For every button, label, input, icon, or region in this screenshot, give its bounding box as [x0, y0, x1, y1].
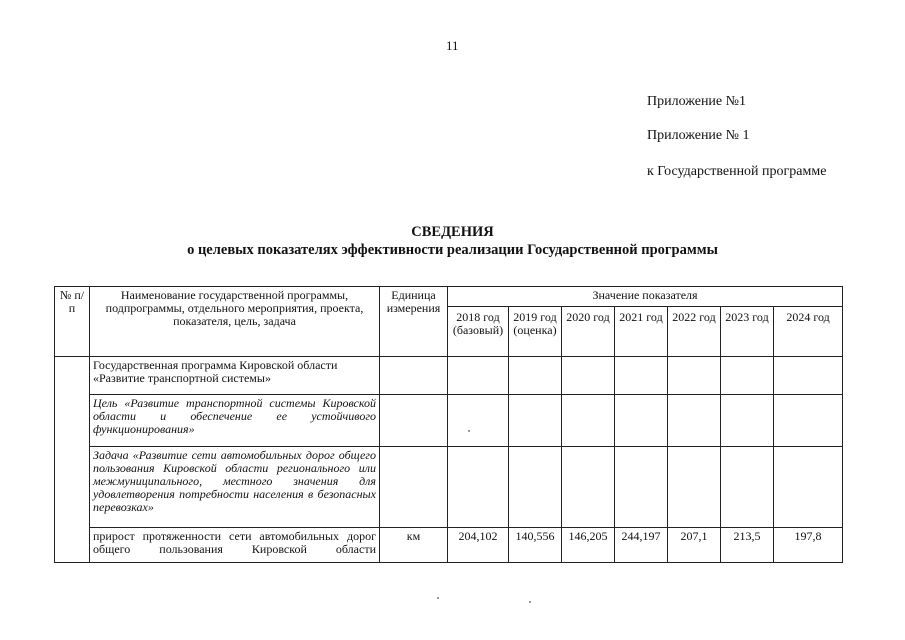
row-value [448, 395, 509, 447]
scan-speck [529, 601, 531, 603]
row-num [55, 357, 90, 563]
page-number: 11 [446, 38, 459, 53]
row-value [509, 395, 562, 447]
header-year-2024: 2024 год [774, 307, 843, 357]
row-value [721, 357, 774, 395]
row-unit [380, 395, 448, 447]
scan-speck [468, 430, 470, 432]
document-subheading: о целевых показателях эффективности реализации Государственной программы [187, 242, 718, 258]
table-row [55, 395, 843, 447]
row-unit [380, 447, 448, 528]
annex-line-2: Приложение № 1 [647, 128, 750, 143]
row-value: 197,8 [774, 528, 843, 563]
row-value [615, 395, 668, 447]
header-year-2022: 2022 год [668, 307, 721, 357]
header-year-2021: 2021 год [615, 307, 668, 357]
header-year-2023: 2023 год [721, 307, 774, 357]
header-year-2019: 2019 год (оценка) [509, 307, 562, 357]
row-value: 207,1 [668, 528, 721, 563]
header-year-2018: 2018 год (базовый) [448, 307, 509, 357]
row-value [448, 447, 509, 528]
header-unit: Единица измерения [380, 287, 448, 357]
header-value-group: Значение показателя [448, 287, 843, 307]
row-value [774, 447, 843, 528]
row-value [562, 447, 615, 528]
row-value [448, 357, 509, 395]
table-row [55, 447, 843, 528]
row-value [615, 447, 668, 528]
header-name: Наименование государственной программы, подпрограммы, отдельного мероприятия, проекта, показателя, цель, задача [90, 287, 380, 357]
table-row [55, 528, 843, 563]
row-name: Цель «Развитие транспортной системы Кировской области и обеспечение ее устойчивого функционирования» [90, 395, 380, 447]
row-value [668, 447, 721, 528]
row-name: Задача «Развитие сети автомобильных дорог общего пользования Кировской области регионального или межмуниципального, местного значения для удовлетворения потребности населения в безопасных перевозках» [90, 447, 380, 528]
scan-speck [437, 597, 439, 599]
row-value: 140,556 [509, 528, 562, 563]
row-value [615, 357, 668, 395]
row-value [774, 395, 843, 447]
row-value [509, 447, 562, 528]
row-value: 146,205 [562, 528, 615, 563]
row-value [509, 357, 562, 395]
row-value: 204,102 [448, 528, 509, 563]
header-year-2020: 2020 год [562, 307, 615, 357]
row-value [721, 447, 774, 528]
row-value [774, 357, 843, 395]
header-num: № п/п [55, 287, 90, 357]
indicators-table [54, 286, 843, 563]
row-name-text: прирост протяженности сети автомобильных дорог общего пользования Кировской области [93, 530, 376, 556]
row-value [562, 357, 615, 395]
row-value: 213,5 [721, 528, 774, 563]
row-name: Государственная программа Кировской области «Развитие транспортной системы» [90, 357, 380, 395]
annex-line-1: Приложение №1 [647, 94, 746, 109]
row-value: 244,197 [615, 528, 668, 563]
row-value [668, 357, 721, 395]
row-unit [380, 357, 448, 395]
row-value [562, 395, 615, 447]
row-unit: км [380, 528, 448, 563]
row-value [721, 395, 774, 447]
table-row [55, 357, 843, 395]
document-heading: СВЕДЕНИЯ [411, 224, 494, 240]
row-name [90, 528, 380, 563]
annex-line-3: к Государственной программе [647, 164, 827, 179]
row-value [668, 395, 721, 447]
